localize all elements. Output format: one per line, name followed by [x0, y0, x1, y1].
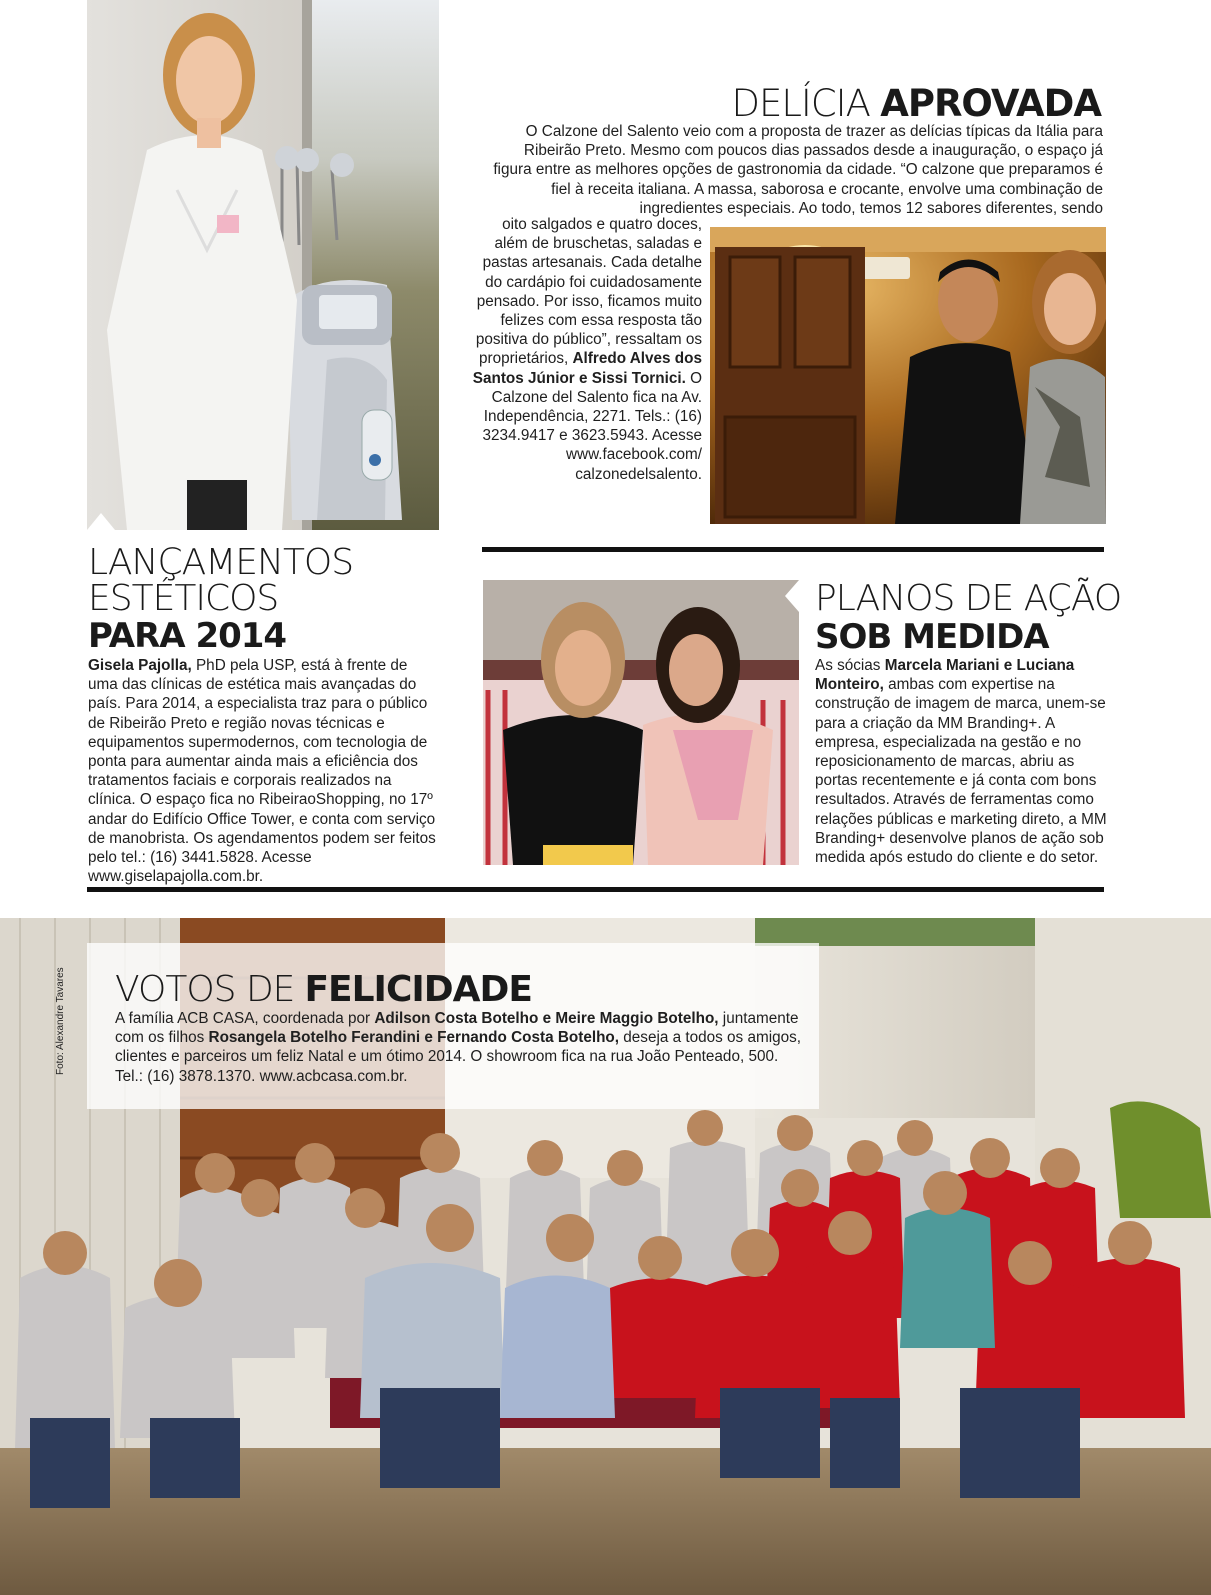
delicia-text-part1: oito salgados e quatro doces, além de bruschetas, saladas e pastas artesanais. Cada detalhe do cardápio foi cuidadosamente pensado. Por isso, ficamos muito felizes com essa resposta tão positiva do público”, ressaltam os proprietários, — [475, 216, 702, 368]
planos-persons: Marcela Mariani e Luciana Monteiro, — [815, 657, 1075, 694]
delicia-title-bold: APROVADA — [880, 82, 1101, 125]
planos-title — [815, 580, 1135, 656]
votos-text-part3: deseja a todos os amigos, clientes e parceiros um feliz Natal e um ótimo 2014. O showroom fica na rua João Penteado, 500. Tel.: (16) 3878.1370. www.acbcasa.com.br. — [115, 1029, 802, 1085]
photo-gisela-pajolla — [87, 0, 439, 530]
planos-text: ambas com expertise na construção de imagem de marca, unem-se para a criação da MM Branding+. A empresa, especializada na gestão e no reposicionamento de marcas, abriu as portas recentemente e já conta com bons resultados. Através de ferramentas como relações públicas e marketing direto, a MM Branding+ desenvolve planos de ação sob medida após estudo do cliente e do setor. — [815, 676, 1107, 867]
photo-credit: Foto: Alexandre Tavares — [55, 967, 66, 1075]
lancamentos-title-line1: LANÇAMENTOS — [88, 542, 354, 583]
lancamentos-title-line3: PARA 2014 — [88, 616, 287, 656]
delicia-narrow-text — [470, 215, 702, 484]
planos-body-text — [815, 656, 1115, 867]
votos-title-light: VOTOS DE — [115, 969, 295, 1010]
planos-title-line2: SOB MEDIDA — [815, 617, 1049, 657]
delicia-owners: Alfredo Alves dos Santos Júnior e Sissi Tornici. — [472, 350, 702, 387]
votos-title — [115, 968, 532, 1011]
section-divider-rule-2 — [87, 887, 1104, 892]
corner-triangle-marker — [87, 513, 115, 530]
votos-title-bold: FELICIDADE — [304, 969, 532, 1010]
votos-body-text — [115, 1009, 805, 1086]
votos-text-part1: A família ACB CASA, coordenada por — [115, 1010, 371, 1027]
votos-text-part2: juntamente com os filhos — [115, 1010, 799, 1047]
delicia-intro-text: O Calzone del Salento veio com a proposta de trazer as delícias típicas da Itália para Ribeirão Preto. Mesmo com poucos dias passados desde a inauguração, o espaço já figura entre as melhores opções de gastronomia da cidade. “O calzone que preparamos é fiel à receita italiana. A massa, saborosa e crocante, envolve uma combinação de ingredientes especiais. Ao todo, temos 12 sabores diferentes, sendo — [493, 123, 1103, 217]
delicia-title-light: DELÍCIA — [731, 82, 870, 125]
corner-triangle-marker-2 — [785, 580, 799, 612]
planos-intro: As sócias — [815, 657, 881, 674]
lancamentos-person: Gisela Pajolla, — [88, 657, 192, 674]
votos-names2: Rosangela Botelho Ferandini e Fernando Costa Botelho, — [208, 1029, 620, 1047]
lancamentos-body-text — [88, 656, 440, 886]
photo-mm-branding-partners — [483, 580, 799, 865]
planos-title-line1: PLANOS DE AÇÃO — [815, 578, 1122, 619]
delicia-title — [731, 82, 1101, 126]
photo-calzone-owners — [710, 227, 1106, 524]
lancamentos-text: PhD pela USP, está à frente de uma das clínicas de estética mais avançadas do país. Para 2014, a especialista traz para o público de Ribeirão Preto e região novas técnicas e equipamentos supermodernos, com tecnologia de ponta para aumentar ainda mais a eficiência dos tratamentos faciais e corporais realizados na clínica. O espaço fica no RibeiraoShopping, no 17º andar do Edifício Office Tower, e conta com serviço de manobrista. Os agendamentos podem ser feitos pelo tel.: (16) 3441.5828. Acesse www.giselapajolla.com.br. — [88, 657, 436, 886]
delicia-text-part2: O Calzone del Salento fica na Av. Independência, 2271. Tels.: (16) 3234.9417 e 3623.5943. Acesse www.facebook.com/ calzonedelsalento. — [482, 369, 702, 483]
lancamentos-title-line2: ESTÉTICOS — [88, 578, 279, 619]
votos-names1: Adilson Costa Botelho e Meire Maggio Botelho, — [374, 1010, 719, 1027]
section-divider-rule — [482, 547, 1104, 552]
lancamentos-title — [88, 542, 448, 656]
